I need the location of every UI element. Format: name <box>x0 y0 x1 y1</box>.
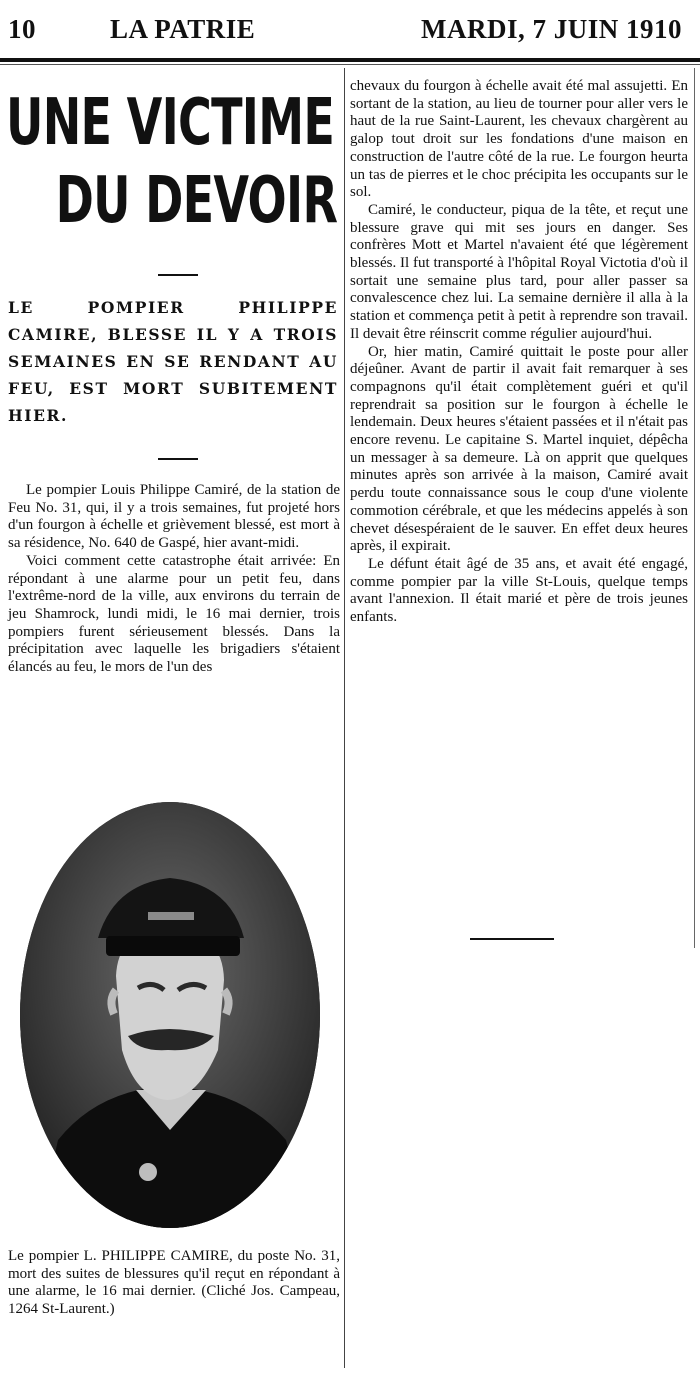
page-number: 10 <box>8 14 36 44</box>
paragraph: Voici comment cette catastrophe était arrivée: En répondant à une alarme pour un petit feu, dans l'extrême-nord de la ville, aux environs du terrain de jeu Shamrock, lundi midi, le 16 mai dernier, trois pompiers furent sérieusement blessés. Dans la précipitation avec laquelle les brigadiers s'étaient élancés au feu, le mors de l'un des <box>8 552 340 676</box>
paragraph: Camiré, le conducteur, piqua de la tête, et reçut une blessure grave qui mit ses jours en danger. Ses confrères Mott et Martel n'avaient été que légèrement blessés. Il fut transporté à l'hôpital Royal Victotia d'où il sortait une semaine plus tard, pour aller passer sa convalescence chez lui. La semaine dernière il alla à la station et commença petit à petit à reprendre son travail. Il devait être réinscrit comme régulier aujourd'hui. <box>350 201 688 342</box>
photo-caption: Le pompier L. PHILIPPE CAMIRE, du poste No. 31, mort des suites de blessures qu'il reçut en répondant à une alarme, le 16 mai dernier. (Cliché Jos. Campeau, 1264 St-Laurent.) <box>8 1248 340 1318</box>
paragraph: Le pompier Louis Philippe Camiré, de la station de Feu No. 31, qui, il y a trois semaines, fut projeté hors d'un fourgon à échelle et grièvement blessé, est mort à sa résidence, No. 640 de Gaspé, hier avant-midi. <box>8 482 340 552</box>
column-divider <box>344 68 345 1368</box>
article-headline <box>6 84 338 240</box>
paragraph: chevaux du fourgon à échelle avait été mal assujetti. En sortant de la station, au lieu de tourner pour aller vers le haut de la rue Saint-Laurent, les chevaux chargèrent au galop tout droit sur les fondations d'une maison en construction de l'autre côté de la rue. Le fourgon heurta un tas de pierres et le choc précipita les occupants sur le sol. <box>350 78 688 201</box>
masthead <box>0 0 700 66</box>
article-subheadline: LE POMPIER PHILIPPE CAMIRE, BLESSE IL Y A TROIS SEMAINES EN SE RENDANT AU FEU, EST MORT SUBITEMENT HIER. <box>8 298 338 425</box>
paragraph: Or, hier matin, Camiré quittait le poste pour aller déjeûner. Avant de partir il avait fait remarquer à ses compagnons qu'il était complètement guéri et qu'il reprendrait sa position sur le fourgon à échelle le lendemain. Deux heures s'étaient passées et il n'était pas encore revenu. Le capitaine S. Martel inquiet, dépêcha un messager à sa demeure. Là on apprit que quelques minutes après son arrivée à la maison, Camiré avait perdu toute connaissance sous le coup d'une violente commotion cérébrale, et que les médecins appelés à son chevet désespéraient de le sauver. En effet deux heures après, il expirait. <box>350 343 688 555</box>
issue-date: MARDI, 7 JUIN 1910 <box>421 14 682 44</box>
right-column-text <box>350 78 688 627</box>
headline-line-2: DU DEVOIR <box>55 164 338 238</box>
headline-line-1: UNE VICTIME <box>6 86 335 160</box>
end-of-article-rule <box>470 938 554 940</box>
portrait-photo <box>18 800 322 1230</box>
portrait-image <box>18 800 322 1230</box>
masthead-rule <box>0 58 700 62</box>
paragraph: Le défunt était âgé de 35 ans, et avait été engagé, comme pompier par la ville St-Louis, quelque temps avant l'annexion. Il était marié et père de trois jeunes enfants. <box>350 555 688 626</box>
headline-dash <box>158 274 198 276</box>
masthead-rule-thin <box>0 64 700 65</box>
subheadline-dash <box>158 458 198 460</box>
newspaper-name: LA PATRIE <box>110 14 256 44</box>
left-column-text <box>8 482 340 677</box>
right-column-rule <box>694 68 695 948</box>
